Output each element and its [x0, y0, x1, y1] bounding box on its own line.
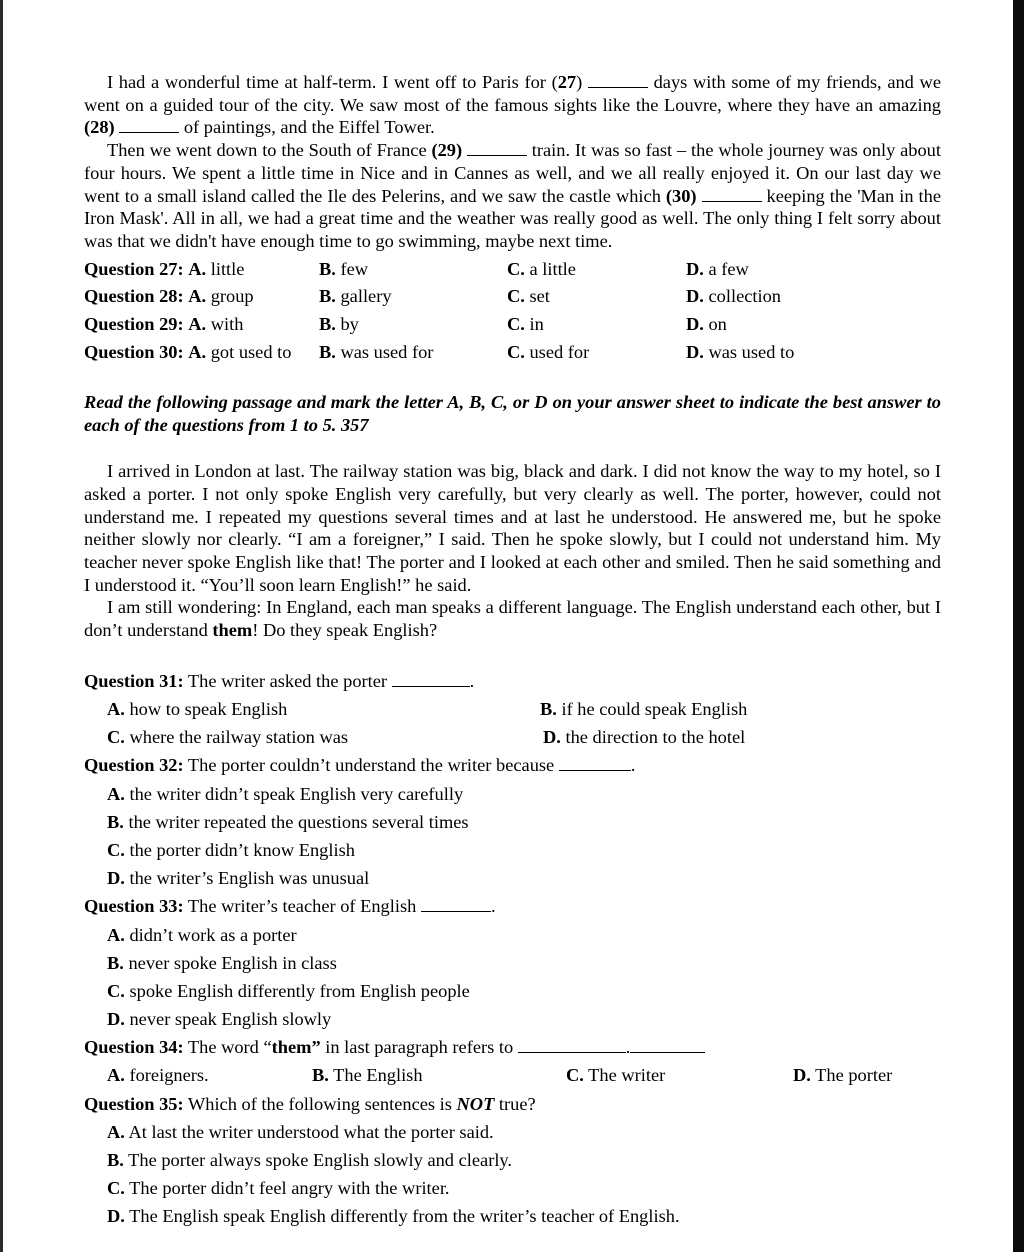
text-run: I had a wonderful time at half-term. I went off to Paris for (	[107, 72, 558, 92]
answer-blank-30	[702, 187, 762, 202]
blank-number-27: 27	[557, 72, 577, 92]
option-b[interactable]	[319, 283, 507, 311]
option-letter: A.	[188, 342, 207, 363]
option-letter: C.	[507, 258, 525, 279]
option-text: a little	[524, 258, 576, 279]
option-text: the writer didn’t speak English very carefully	[124, 783, 464, 804]
option-d[interactable]	[686, 311, 727, 339]
emphasized-word: them	[212, 620, 253, 641]
answer-option-a[interactable]	[107, 695, 540, 723]
option-letter: D.	[686, 286, 704, 307]
option-text: never speak English slowly	[124, 1009, 332, 1030]
option-letter: D.	[107, 1009, 125, 1030]
option-letter: A.	[107, 1121, 125, 1142]
question-label: Question 35:	[84, 1093, 184, 1114]
option-text: group	[206, 286, 254, 307]
question-stem: Which of the following sentences is	[183, 1093, 457, 1114]
text-run: train. It was so fast – the whole journey was only about four hours. We spent a little time in Nice and in Cannes as well, and we all really enjoyed it. On our last day we went to a small island called the Ile des Pelerins, and we saw the castle which	[84, 140, 941, 206]
answer-option-b[interactable]	[84, 949, 941, 977]
option-text: set	[524, 286, 550, 307]
option-letter: C.	[507, 314, 525, 335]
option-text: if he could speak English	[556, 699, 748, 720]
option-text: how to speak English	[124, 699, 288, 720]
question-stem: The writer’s teacher of English	[183, 896, 421, 917]
answer-option-c[interactable]	[84, 836, 941, 864]
option-letter: A.	[107, 924, 125, 945]
text-run: ! Do they speak English?	[252, 620, 438, 641]
answer-blank	[630, 1038, 705, 1053]
answer-blank-28	[119, 118, 179, 133]
option-text: the writer’s English was unusual	[124, 868, 370, 889]
question-33	[84, 892, 941, 920]
cloze-options	[84, 256, 941, 367]
option-text: used for	[524, 342, 590, 363]
text-run: .	[630, 755, 636, 776]
option-c[interactable]	[507, 283, 686, 311]
question-row-27	[84, 256, 941, 284]
answer-option-b[interactable]	[312, 1061, 566, 1089]
option-letter: A.	[107, 783, 125, 804]
option-letter: D.	[686, 258, 704, 279]
text-run: of paintings, and the Eiffel Tower.	[179, 117, 435, 138]
text-run: )	[576, 72, 583, 92]
option-text: by	[335, 314, 359, 335]
option-letter: B.	[312, 1065, 329, 1086]
option-letter: B.	[107, 952, 124, 973]
reading-instruction: Read the following passage and mark the letter A, B, C, or D on your answer sheet to indicate the best answer to each of the questions from 1 to 5. 357	[84, 391, 941, 435]
option-text: gallery	[335, 286, 392, 307]
option-letter: B.	[540, 699, 557, 720]
option-a[interactable]	[84, 283, 319, 311]
option-text: The writer	[583, 1065, 666, 1086]
answer-option-c[interactable]	[84, 977, 941, 1005]
option-text: the direction to the hotel	[560, 727, 746, 748]
option-letter: D.	[543, 727, 561, 748]
option-text: The porter	[810, 1065, 893, 1086]
option-letter: B.	[319, 342, 336, 363]
question-stem: in last paragraph refers to	[320, 1037, 518, 1058]
option-text: never spoke English in class	[123, 952, 337, 973]
emphasized-word: them”	[271, 1037, 321, 1058]
text-run: keeping the 'Man in the Iron Mask'. All in all, we had a great time and the weather was really good as well. The only thing I felt sorry about was that we didn't have enough time to go swimming, maybe next time.	[84, 185, 941, 251]
option-text: At last the writer understood what the porter said.	[124, 1121, 494, 1142]
option-text: The porter didn’t feel angry with the writer.	[124, 1178, 450, 1199]
option-letter: B.	[319, 286, 336, 307]
answer-blank-29	[467, 141, 527, 156]
option-letter: C.	[566, 1065, 584, 1086]
option-text: spoke English differently from English people	[124, 980, 470, 1001]
option-text: got used to	[206, 342, 292, 363]
question-label: Question 33:	[84, 896, 184, 917]
option-letter: D.	[107, 868, 125, 889]
option-text: collection	[703, 286, 782, 307]
question-list	[84, 667, 941, 1231]
passage1-paragraph1	[84, 71, 941, 139]
option-letter: D.	[793, 1065, 811, 1086]
answer-option-d[interactable]	[84, 864, 941, 892]
answer-option-a[interactable]	[84, 780, 941, 808]
option-text: foreigners.	[124, 1065, 209, 1086]
answer-option-d[interactable]	[793, 1061, 892, 1089]
answer-blank	[559, 756, 631, 771]
option-letter: D.	[686, 314, 704, 335]
question-stem: true?	[494, 1093, 536, 1114]
answer-blank	[518, 1038, 626, 1053]
emphasized-word: NOT	[456, 1093, 495, 1114]
option-letter: A.	[188, 258, 207, 279]
question-stem: The writer asked the porter	[183, 670, 392, 691]
option-letter: A.	[107, 699, 125, 720]
option-text: with	[206, 314, 244, 335]
blank-number-30: (30)	[665, 185, 697, 206]
option-letter: A.	[107, 1065, 125, 1086]
option-b[interactable]	[319, 256, 507, 284]
passage2-paragraph1: I arrived in London at last. The railway station was big, black and dark. I did not know the way to my hotel, so I asked a porter. I not only spoke English very carefully, but very clearly as well. The porter, however, could not understand me. I repeated my questions several times and at last he understood. He answered me, but he spoke neither slowly nor clearly. “I am a foreigner,” I said. Then he spoke slowly, but I could not understand him. My teacher never spoke English like that! The porter and I looked at each other and smiled. Then he said something and I understood it. “You’ll soon learn English!” he said.	[84, 461, 941, 595]
option-letter: C.	[107, 980, 125, 1001]
option-letter: B.	[107, 811, 124, 832]
option-d[interactable]	[686, 339, 794, 367]
option-letter: A.	[188, 314, 207, 335]
answer-option-a[interactable]	[107, 1061, 312, 1089]
answer-blank-27	[588, 73, 648, 88]
option-d[interactable]	[686, 283, 781, 311]
option-text: where the railway station was	[124, 727, 349, 748]
question-34	[84, 1033, 941, 1061]
option-letter: C.	[107, 1178, 125, 1199]
text-run: .	[625, 1037, 631, 1058]
option-letter: B.	[319, 258, 336, 279]
question-32	[84, 751, 941, 779]
answer-blank	[421, 897, 491, 912]
answer-blank	[392, 672, 470, 687]
option-text: The English	[328, 1065, 423, 1086]
option-letter: D.	[107, 1206, 125, 1227]
option-d[interactable]	[686, 256, 749, 284]
option-text: The porter always spoke English slowly and clearly.	[123, 1150, 513, 1171]
option-text: on	[703, 314, 727, 335]
option-text: a few	[703, 258, 749, 279]
question-label: Question 29:	[84, 314, 184, 335]
answer-option-d[interactable]	[543, 723, 745, 751]
question-31	[84, 667, 941, 695]
option-c[interactable]	[507, 311, 686, 339]
question-row-30	[84, 339, 941, 367]
page-border-left	[0, 0, 3, 1252]
text-run: Then we went down to the South of France	[107, 140, 432, 161]
question-label: Question 28:	[84, 286, 184, 307]
answer-row	[84, 1061, 941, 1089]
answer-option-b[interactable]	[84, 808, 941, 836]
question-label: Question 32:	[84, 755, 184, 776]
option-text: didn’t work as a porter	[124, 924, 297, 945]
text-run: days with some of my friends, and we went on a guided tour of the city. We saw most of the famous sights like the Louvre, where they have an amazing	[84, 72, 941, 115]
answer-option-c[interactable]	[84, 1174, 941, 1202]
answer-option-a[interactable]	[84, 921, 941, 949]
answer-option-b[interactable]	[540, 695, 747, 723]
answer-option-c[interactable]	[566, 1061, 793, 1089]
option-text: the writer repeated the questions several times	[123, 811, 469, 832]
option-letter: C.	[107, 839, 125, 860]
option-a[interactable]	[84, 339, 319, 367]
option-letter: B.	[319, 314, 336, 335]
answer-row	[84, 723, 941, 751]
answer-option-d[interactable]	[84, 1202, 941, 1230]
option-c[interactable]	[507, 339, 686, 367]
question-label: Question 30:	[84, 342, 184, 363]
text-run: .	[469, 670, 475, 691]
text-run: .	[490, 896, 496, 917]
option-b[interactable]	[319, 339, 507, 367]
question-row-29	[84, 311, 941, 339]
option-text: few	[335, 258, 369, 279]
question-stem: The porter couldn’t understand the writer because	[183, 755, 559, 776]
option-letter: C.	[507, 342, 525, 363]
text-run: I am still wondering: In England, each man speaks a different language. The English understand each other, but I don’t understand	[84, 597, 941, 641]
option-text: was used to	[703, 342, 795, 363]
question-stem: The word “	[183, 1037, 272, 1058]
option-letter: B.	[107, 1150, 124, 1171]
option-text: The English speak English differently from the writer’s teacher of English.	[124, 1206, 680, 1227]
question-label: Question 27:	[84, 258, 184, 279]
option-letter: A.	[188, 286, 207, 307]
answer-option-d[interactable]	[84, 1005, 941, 1033]
blank-number-29: (29)	[431, 140, 463, 161]
option-text: was used for	[335, 342, 434, 363]
worksheet-page	[84, 71, 941, 1231]
option-text: the porter didn’t know English	[124, 839, 355, 860]
answer-option-c[interactable]	[107, 723, 543, 751]
question-35	[84, 1090, 941, 1118]
reading-passage	[84, 460, 941, 642]
answer-row	[84, 695, 941, 723]
blank-number-28: (28)	[84, 117, 115, 138]
option-letter: C.	[507, 286, 525, 307]
option-a[interactable]	[84, 256, 319, 284]
option-text: in	[524, 314, 544, 335]
passage2-paragraph2	[84, 596, 941, 641]
answer-option-b[interactable]	[84, 1146, 941, 1174]
answer-option-a[interactable]	[84, 1118, 941, 1146]
option-letter: D.	[686, 342, 704, 363]
question-row-28	[84, 283, 941, 311]
passage1-paragraph2	[84, 139, 941, 253]
page-border-right	[1013, 0, 1024, 1252]
option-text: little	[206, 258, 245, 279]
option-b[interactable]	[319, 311, 507, 339]
question-label: Question 34:	[84, 1037, 184, 1058]
option-a[interactable]	[84, 311, 319, 339]
question-label: Question 31:	[84, 670, 184, 691]
option-c[interactable]	[507, 256, 686, 284]
option-letter: C.	[107, 727, 125, 748]
